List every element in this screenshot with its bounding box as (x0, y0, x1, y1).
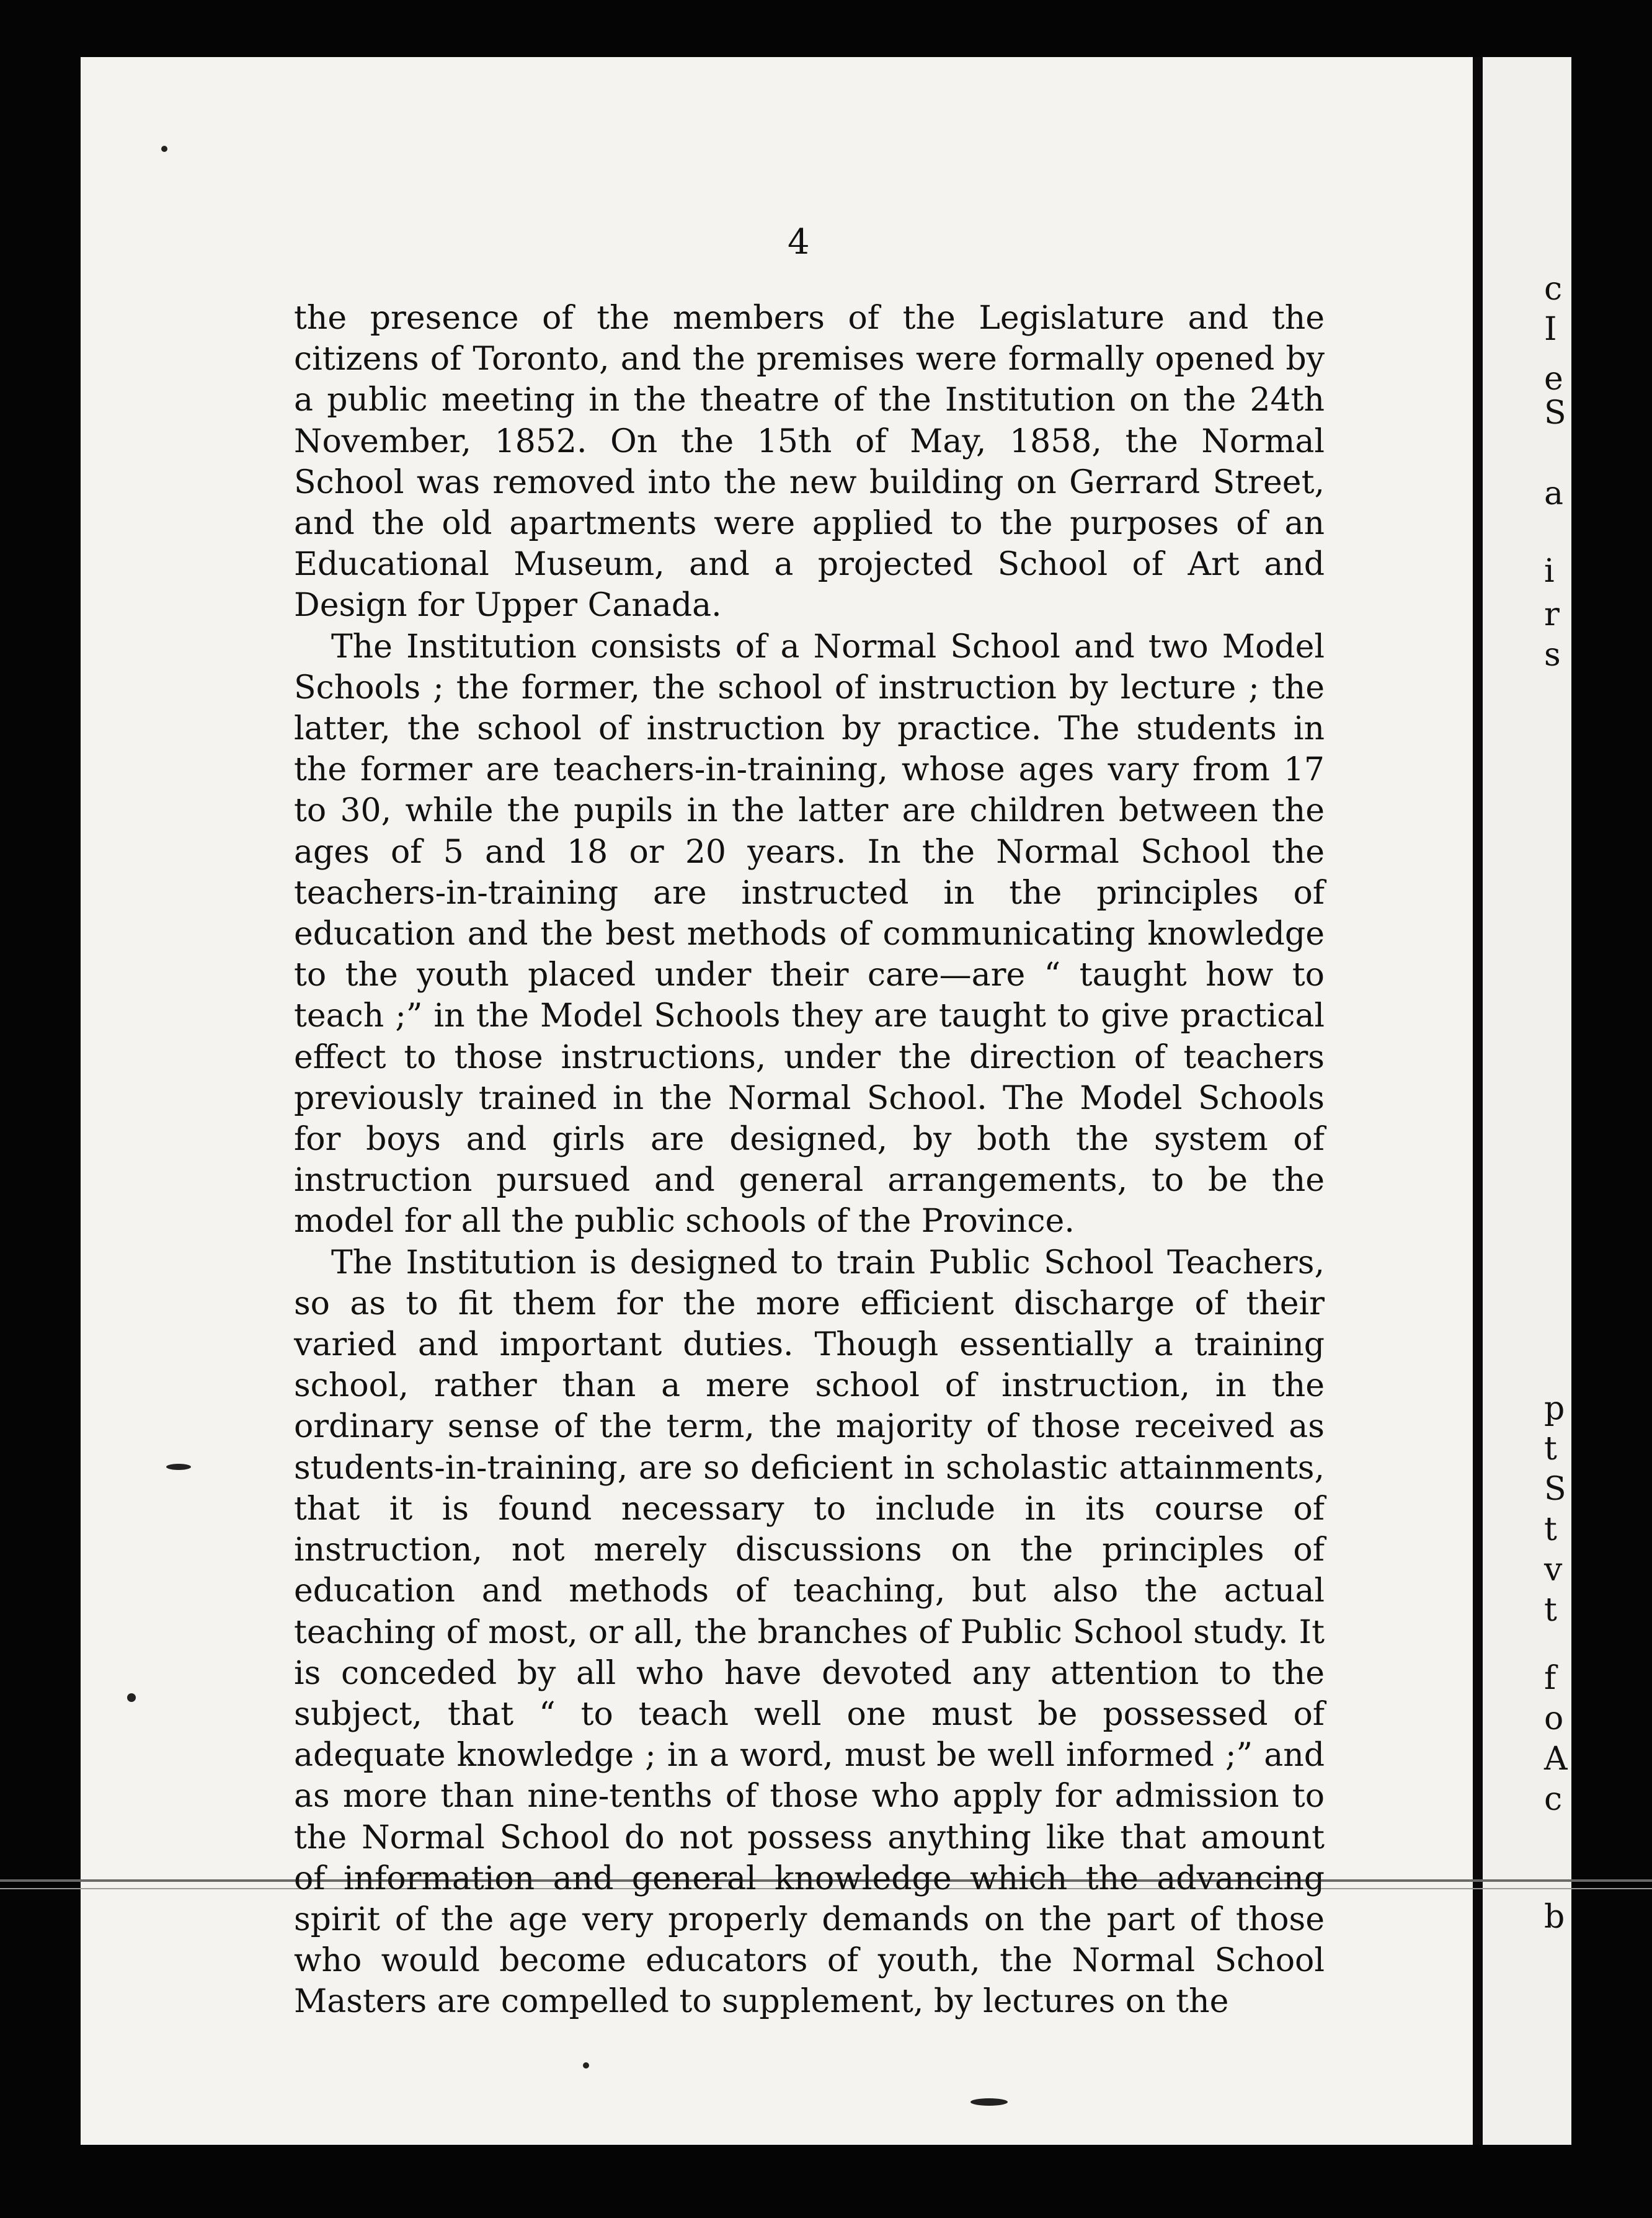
scan-speck (127, 1693, 136, 1702)
scan-speck (161, 146, 167, 152)
paragraph-3: The Institution is designed to train Public School Teachers, so as to fit them for the more efficient discharge of their varied and important duties. Though essentially a training school, rather than a mere school of instruction, in the ordinary sense of the term, the majority of those received as students-in-training, are so deficient in scholastic attainments, that it is found necessary to include in its course of instruction, not merely discussions on the principles of education and methods of teaching, but also the actual teaching of most, or all, the branches of Public School study. It is conceded by all who have devoted any attention to the subject, that “ to teach well one must be possessed of adequate knowledge ; in a word, must be well informed ;” and as more than nine-tenths of those who apply for admission to the Normal School do not possess anything like that amount of information and general knowledge which the advancing spirit of the age very properly demands on the part of those who would become educators of youth, the Normal School Masters are compelled to supplement, by lectures on the (294, 1244, 1325, 2021)
facing-letter: t (1544, 1511, 1557, 1548)
facing-letter: c (1544, 270, 1563, 308)
page-number: 4 (788, 222, 810, 262)
facing-letter: f (1544, 1660, 1557, 1697)
facing-letter: S (1544, 394, 1566, 432)
facing-letter: t (1544, 1430, 1557, 1468)
scan-speck (970, 2098, 1008, 2106)
facing-letter: b (1544, 1899, 1565, 1936)
paragraph-2: The Institution consists of a Normal School and two Model Schools ; the former, the school of instruction by lecture ; the latter, the school of instruction by practice. The students in the former are teachers-in-training, whose ages vary from 17 to 30, while the pupils in the latter are children between the ages of 5 and 18 or 20 years. In the Normal School the teachers-in-training are instructed in the principles of education and the best methods of communicating knowledge to the youth placed under their care—are “ taught how to teach ;” in the Model Schools they are taught to give practical effect to those instructions, under the direction of teachers previously trained in the Normal School. The Model Schools for boys and girls are designed, by both the system of instruction pursued and general arrangements, to be the model for all the public schools of the Province. (294, 628, 1325, 1240)
facing-letter: c (1544, 1781, 1563, 1818)
facing-letter: a (1544, 475, 1564, 512)
facing-letter: t (1544, 1592, 1557, 1629)
facing-letter: i (1544, 553, 1555, 590)
facing-letter: r (1544, 596, 1560, 633)
facing-letter: A (1544, 1740, 1568, 1778)
scan-speck (583, 2062, 589, 2069)
facing-letter: e (1544, 360, 1563, 398)
facing-letter: o (1544, 1700, 1564, 1737)
paragraph-1: the presence of the members of the Legislature and the citizens of Toronto, and the premises were formally opened by a public meeting in the theatre of the Institution on the 24th November, 1852. On the 15th of May, 1858, the Normal School was removed into the new building on Gerrard Street, and the old apartments were applied to the purposes of an Educational Museum, and a projected School of Art and Design for Upper Canada. (294, 300, 1325, 625)
facing-letter: v (1544, 1551, 1563, 1588)
gutter-rule (1473, 57, 1483, 2145)
facing-letter: s (1544, 636, 1561, 674)
facing-letter: S (1544, 1471, 1566, 1508)
facing-letter: I (1544, 311, 1557, 348)
scan-speck (166, 1464, 191, 1470)
facing-letter: p (1544, 1390, 1565, 1427)
body-text (294, 298, 1325, 2023)
